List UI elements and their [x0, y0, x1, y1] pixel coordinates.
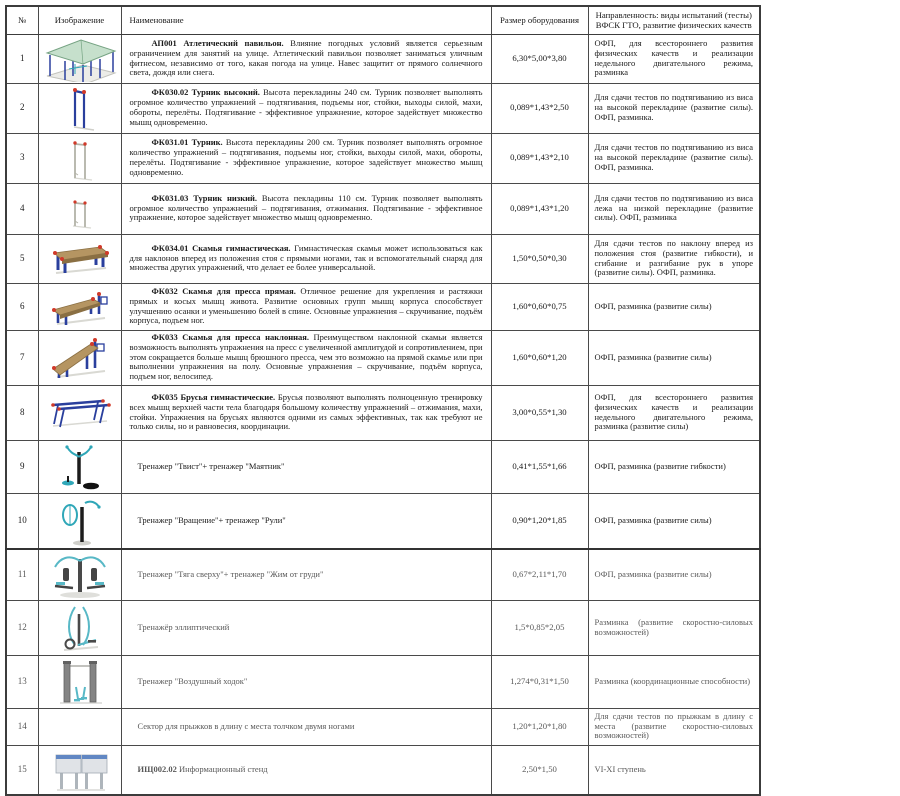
row-number: 3	[6, 133, 38, 183]
row-name	[121, 234, 491, 283]
twist-trainer-image	[40, 442, 120, 492]
row-name-text: Высота пекладины 110 см. Турник позволяет выполнять огромное количество упражнений – подтягивания, отжимания. Подтягивание - эффективное упражнение, которое задействует множество мышц одновременно.	[129, 192, 483, 223]
row-name	[121, 283, 491, 330]
row-image-cell	[38, 34, 121, 83]
header-name: Наименование	[121, 6, 491, 34]
row-name-text: Тренажёр эллиптический	[137, 621, 230, 632]
row-name-text: Преимуществом наклонной скамьи является возможность выполнять упражнения на пресс с увеличенной амплитудой и сопротивлением, при этом сокращается больше мышц брюшного пресса, чем это возможно на прямой скамье или при выполнении упражнения на полу. Основные упражнения – скручивание, подъём корпуса, подъем ног, велосипед.	[129, 332, 483, 382]
row-name-text: Брусья позволяют выполнять полноценную тренировку всех мышц верхней части тела благодаря большому количеству упражнений – отжимания, махи, стойки. Упражнения на брусьях являются одними из самых эффективных, так как требуют не только силы, но и равновесия, координации.	[129, 391, 483, 432]
row-image-cell	[38, 440, 121, 493]
row-number: 15	[6, 745, 38, 795]
row-name-text: Высота перекладины 200 см. Турник позволяет выполнять огромное количество упражнений – подтягивания, подъемы ног, стойки, выходы силой, махи, обороты, перелёты. Подтягивание - эффективное упражнение, которое задействует множество мышц одновременно.	[129, 137, 483, 177]
row-name	[121, 83, 491, 133]
row-size: 0,089*1,43*2,10	[491, 133, 588, 183]
high-bar-image	[40, 85, 120, 131]
table-row	[6, 655, 760, 708]
row-image-cell	[38, 493, 121, 549]
row-number: 10	[6, 493, 38, 549]
row-name-text: Информационный стенд	[176, 763, 268, 774]
row-size: 0,67*2,11*1,70	[491, 549, 588, 601]
table-row	[6, 440, 760, 493]
elliptical-trainer-image	[40, 602, 120, 654]
table-header-row	[6, 6, 760, 34]
header-direction: Направленность: виды испытаний (тесты) ВФСК ГТО, развитие физических качеств	[588, 6, 760, 34]
row-size: 1,20*1,20*1,80	[491, 708, 588, 745]
row-image-cell	[38, 283, 121, 330]
row-number: 12	[6, 600, 38, 655]
equipment-table-body	[6, 34, 760, 795]
row-image-cell	[38, 83, 121, 133]
row-direction: Разминка (координационные способности)	[588, 655, 760, 708]
table-row	[6, 708, 760, 745]
row-image-cell	[38, 745, 121, 795]
row-name-code: ФК035 Брусья гимнастические.	[151, 391, 276, 402]
row-name-code: ИЩ002.02	[137, 763, 177, 774]
row-name-text: Гимнастическая скамья может использоваться как для наклонов вперед из положения стоя с прямыми ногами, так и вспомогательный снаряд для множества других упражнений, что делает ее более универсальной.	[129, 242, 483, 273]
row-name-text: Тренажер "Тяга сверху"+ тренажер "Жим от груди"	[137, 568, 324, 579]
document-page	[5, 5, 761, 796]
row-image-cell	[38, 385, 121, 440]
pulldown-press-trainer-image	[40, 551, 120, 599]
row-name-code: ФК032 Скамья для пресса прямая.	[151, 285, 296, 296]
row-name-text: Отличное решение для укрепления и растяжки прямых и косых мышц живота. Развитие основных групп мышц корпуса способствует улучшению осанки и уменьшению болей в спине. Основные упражнения – скручивание, подъём корпуса, подъем ног.	[129, 285, 483, 326]
row-name-text: Сектор для прыжков в длину с места толчком двумя ногами	[137, 720, 355, 731]
row-image-cell	[38, 330, 121, 385]
row-number: 2	[6, 83, 38, 133]
row-direction: ОФП, разминка (развитие силы)	[588, 330, 760, 385]
row-size: 0,41*1,55*1,66	[491, 440, 588, 493]
table-row	[6, 234, 760, 283]
row-name	[121, 330, 491, 385]
table-row	[6, 83, 760, 133]
header-size: Размер оборудования	[491, 6, 588, 34]
table-row	[6, 34, 760, 83]
row-image-cell	[38, 549, 121, 601]
row-number: 1	[6, 34, 38, 83]
row-size: 1,50*0,50*0,30	[491, 234, 588, 283]
row-direction: ОФП, разминка (развитие силы)	[588, 493, 760, 549]
row-name	[121, 34, 491, 83]
table-row	[6, 183, 760, 234]
row-number: 4	[6, 183, 38, 234]
row-image-cell	[38, 655, 121, 708]
table-row	[6, 330, 760, 385]
row-direction: Для сдачи тестов по подтягиванию из виса на высокой перекладине (развитие силы). ОФП, разминка.	[588, 83, 760, 133]
row-direction: Разминка (развитие скоростно-силовых возможностей)	[588, 600, 760, 655]
rotation-trainer-image	[40, 495, 120, 547]
row-size: 0,90*1,20*1,85	[491, 493, 588, 549]
row-image-cell	[38, 234, 121, 283]
row-direction: ОФП, разминка (развитие гибкости)	[588, 440, 760, 493]
table-row	[6, 283, 760, 330]
row-number: 13	[6, 655, 38, 708]
table-row	[6, 600, 760, 655]
low-bar-image	[40, 188, 120, 230]
row-image-cell	[38, 133, 121, 183]
pullup-bar-image	[40, 135, 120, 181]
row-direction: VI-XI ступень	[588, 745, 760, 795]
row-name-text: Высота перекладины 240 см. Турник позволяет выполнять огромное количество упражнений – подтягивания, подъемы ног, стойки, выходы силой, махи, обороты, перелёты. Подтягивание - эффективное упражнение, которое задействует множество мышц одновременно.	[129, 87, 483, 127]
row-number: 5	[6, 234, 38, 283]
table-row	[6, 493, 760, 549]
row-size: 0,089*1,43*1,20	[491, 183, 588, 234]
row-size: 6,30*5,00*3,80	[491, 34, 588, 83]
row-name	[121, 708, 491, 745]
table-row	[6, 745, 760, 795]
row-size: 3,00*0,55*1,30	[491, 385, 588, 440]
row-direction: ОФП, для всестороннего развития физических качеств и реализации недельного двигательного режима, разминка (развитие силы)	[588, 385, 760, 440]
row-size: 0,089*1,43*2,50	[491, 83, 588, 133]
row-direction: Для сдачи тестов по наклону вперед из положения стоя (развитие гибкости), и сгибание и разгибание рук в упоре (развитие силы). ОФП, разминка.	[588, 234, 760, 283]
info-stand-image	[40, 747, 120, 793]
row-name	[121, 183, 491, 234]
row-number: 7	[6, 330, 38, 385]
parallel-bars-image	[40, 395, 120, 431]
equipment-table	[5, 5, 761, 796]
press-bench-straight-image	[40, 286, 120, 328]
row-size: 2,50*1,50	[491, 745, 588, 795]
row-image-cell	[38, 183, 121, 234]
row-name-text: Тренажер "Твист"+ тренажер "Маятник"	[137, 460, 285, 471]
row-name	[121, 655, 491, 708]
row-direction: Для сдачи тестов по подтягиванию из виса на высокой перекладине (развитие силы). ОФП, разминка.	[588, 133, 760, 183]
row-image-cell	[38, 708, 121, 745]
row-name-code: ФК030.02 Турник высокий.	[151, 87, 260, 98]
row-name-code: ФК034.01 Скамья гимнастическая.	[151, 242, 291, 253]
row-direction: ОФП, разминка (развитие силы)	[588, 549, 760, 601]
row-name-code: ФК033 Скамья для пресса наклонная.	[151, 332, 309, 342]
row-name	[121, 440, 491, 493]
row-direction: ОФП, разминка (развитие силы)	[588, 283, 760, 330]
row-size: 1,60*0,60*0,75	[491, 283, 588, 330]
row-number: 9	[6, 440, 38, 493]
row-number: 11	[6, 549, 38, 601]
table-row	[6, 133, 760, 183]
row-direction: Для сдачи тестов по подтягиванию из виса лежа на низкой перекладине (развитие силы). ОФП, разминка	[588, 183, 760, 234]
table-row	[6, 385, 760, 440]
header-image: Изображение	[38, 6, 121, 34]
gym-bench-image	[40, 240, 120, 278]
row-name	[121, 549, 491, 601]
row-name-text: Тренажер "Вращение"+ тренажер "Рули"	[137, 514, 286, 525]
row-name	[121, 385, 491, 440]
press-bench-incline-image	[40, 335, 120, 381]
table-row	[6, 549, 760, 601]
pavilion-image	[40, 36, 120, 82]
row-name-text: Влияние погодных условий является серьезным ограничением для занятий на улице. Атлетический павильон позволяет заниматься уличным фитнесом, независимо от того, какая погода на улице. Навес защитит от прямого солнечного света, дождя или снега.	[129, 37, 483, 78]
row-name-code: ФК031.03 Турник низкий.	[151, 192, 258, 203]
row-name	[121, 745, 491, 795]
row-name-code: ФК031.01 Турник.	[151, 137, 223, 148]
row-number: 6	[6, 283, 38, 330]
row-name	[121, 493, 491, 549]
row-size: 1,5*0,85*2,05	[491, 600, 588, 655]
air-walker-trainer-image	[40, 657, 120, 707]
row-direction: Для сдачи тестов по прыжкам в длину с места (развитие скоростно-силовых возможностей)	[588, 708, 760, 745]
row-number: 14	[6, 708, 38, 745]
row-image-cell	[38, 600, 121, 655]
row-name-text: Тренажер "Воздушный ходок"	[137, 675, 248, 686]
row-name	[121, 133, 491, 183]
row-name	[121, 600, 491, 655]
header-number: №	[6, 6, 38, 34]
row-name-code: АП001 Атлетический павильон.	[151, 37, 284, 48]
row-size: 1,60*0,60*1,20	[491, 330, 588, 385]
row-size: 1,274*0,31*1,50	[491, 655, 588, 708]
row-direction: ОФП, для всестороннего развития физических качеств и реализации недельного двигательного режима, разминка	[588, 34, 760, 83]
row-number: 8	[6, 385, 38, 440]
